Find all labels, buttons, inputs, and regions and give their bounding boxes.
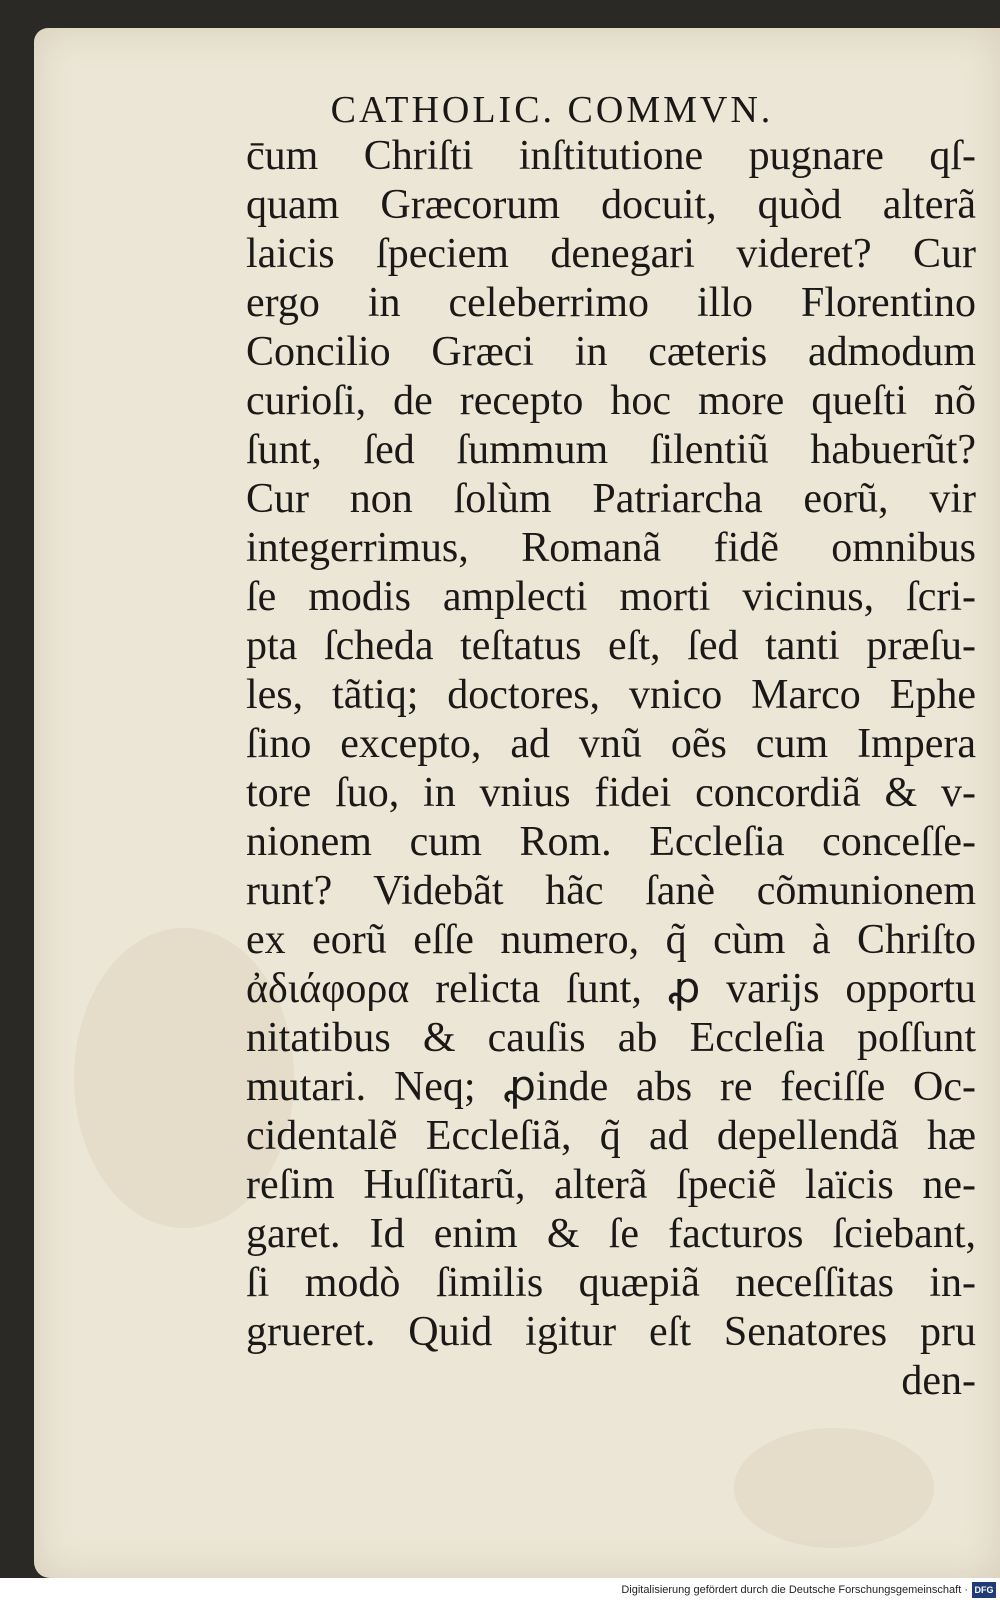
dfg-logo: DFG — [972, 1582, 996, 1598]
text-line: ἀδιάφορα relicta ſunt, ꝓ varijs opportu — [246, 966, 976, 1012]
text-line: ex eorũ eſſe numero, q̃ cùm à Chriſto — [246, 917, 976, 963]
text-line: quam Græcorum docuit, quòd alterã — [246, 182, 976, 228]
text-line: nionem cum Rom. Eccleſia conceſſe- — [246, 819, 976, 865]
text-line: garet. Id enim & ſe facturos ſciebant, — [246, 1211, 976, 1257]
text-line: cidentalẽ Eccleſiã, q̃ ad depellendã hæ — [246, 1113, 976, 1159]
text-line: Cur non ſolùm Patriarcha eorũ, vir — [246, 476, 976, 522]
text-line: ergo in celeberrimo illo Florentino — [246, 280, 976, 326]
text-line: pta ſcheda teſtatus eſt, ſed tanti præſu- — [246, 623, 976, 669]
text-block — [246, 132, 976, 1406]
text-line: grueret. Quid igitur eſt Senatores pru — [246, 1309, 976, 1355]
text-line: nitatibus & cauſis ab Eccleſia poſſunt — [246, 1015, 976, 1061]
text-line: ſe modis amplecti morti vicinus, ſcri- — [246, 574, 976, 620]
footer-bar — [0, 1578, 1000, 1605]
catchword: den- — [901, 1358, 976, 1404]
text-line: mutari. Neq; ꝓinde abs re feciſſe Oc- — [246, 1064, 976, 1110]
running-head: CATHOLIC. COMMVN. — [330, 89, 774, 131]
paper-stain — [734, 1428, 934, 1548]
text-line: Concilio Græci in cæteris admodum — [246, 329, 976, 375]
text-line: tore ſuo, in vnius fidei concordiã & v- — [246, 770, 976, 816]
text-line: ſi modò ſimilis quæpiã neceſſitas in- — [246, 1260, 976, 1306]
text-line: reſim Huſſitarũ, alterã ſpeciẽ laïcis ne- — [246, 1162, 976, 1208]
text-line: laicis ſpeciem denegari videret? Cur — [246, 231, 976, 277]
text-line: runt? Videbãt hãc ſanè cõmunionem — [246, 868, 976, 914]
text-line: curioſi, de recepto hoc more queſti nõ — [246, 378, 976, 424]
funding-notice: Digitalisierung gefördert durch die Deutsche Forschungsgemeinschaft · — [621, 1584, 968, 1596]
text-line: c̄um Chriſti inſtitutione pugnare qſ- — [246, 133, 976, 179]
text-line: integerrimus, Romanã fidẽ omnibus — [246, 525, 976, 571]
text-line: les, tãtiq; doctores, vnico Marco Ephe — [246, 672, 976, 718]
text-line: ſunt, ſed ſummum ſilentiũ habuerũt? — [246, 427, 976, 473]
text-line: ſino excepto, ad vnũ oẽs cum Impera — [246, 721, 976, 767]
book-page — [34, 28, 1000, 1578]
